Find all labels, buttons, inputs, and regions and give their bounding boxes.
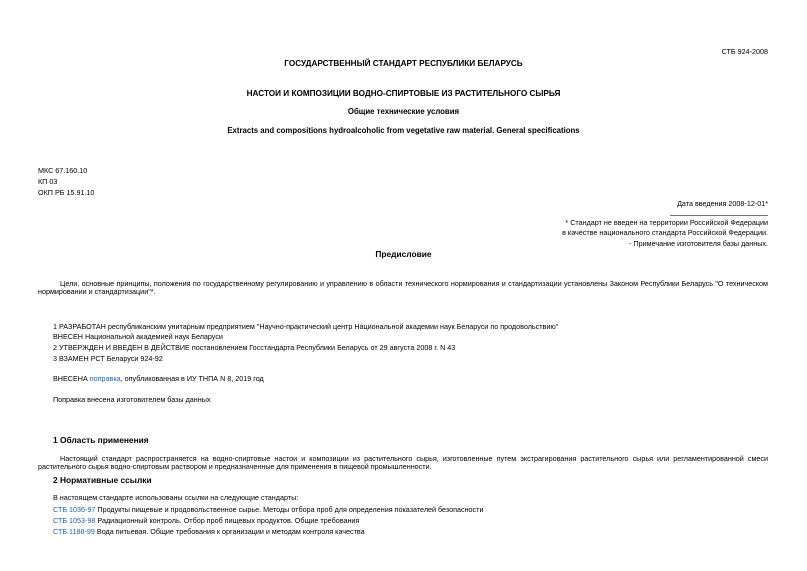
reference-item bbox=[53, 517, 359, 525]
amendment-link[interactable]: поправка bbox=[89, 374, 121, 383]
preface-item-3: 2 УТВЕРЖДЕН И ВВЕДЕН В ДЕЙСТВИЕ постановлением Госстандарта Республики Беларусь от 29 августа 2008 г. N 43 bbox=[53, 343, 456, 352]
section-2-heading: 2 Нормативные ссылки bbox=[53, 475, 152, 485]
reference-item bbox=[53, 506, 483, 514]
preface-item-1: 1 РАЗРАБОТАН республиканским унитарным предприятием "Научно-практический центр Национальной академии наук Беларуси по продовольствию" bbox=[53, 322, 559, 331]
introduction-date: Дата введения 2008-12-01* bbox=[677, 199, 768, 208]
document-title: НАСТОИ И КОМПОЗИЦИИ ВОДНО-СПИРТОВЫЕ ИЗ РАСТИТЕЛЬНОГО СЫРЬЯ bbox=[246, 89, 561, 98]
reference-item bbox=[53, 528, 365, 536]
classifier-okp: ОКП РБ 15.91.10 bbox=[38, 188, 95, 197]
amendment-prefix: ВНЕСЕНА bbox=[53, 374, 90, 383]
footnote-line-2: в качестве национального стандарта Российской Федерации. bbox=[562, 228, 768, 237]
section-1-text: Настоящий стандарт распространяется на водно-спиртовые настои и композиции из растительного сырья, изготовленные путем экстрагирования растительного сырья или регламентированной смеси растительного сырья водно-спиртовым раствором и предназначенные для применения в пищевой промышленности. bbox=[38, 454, 768, 472]
classifier-kp: КП 03 bbox=[38, 177, 58, 186]
document-code: СТБ 924-2008 bbox=[721, 47, 768, 56]
reference-title: Продукты пищевые и продовольственное сырье. Методы отбора проб для определения показателей безопасности bbox=[95, 505, 484, 514]
reference-link[interactable]: СТБ 1188-99 bbox=[53, 527, 95, 536]
amendment-line bbox=[53, 375, 264, 383]
reference-link[interactable]: СТБ 1036-97 bbox=[53, 505, 96, 514]
reference-link[interactable]: СТБ 1053-98 bbox=[53, 516, 96, 525]
preface-paragraph: Цели, основные принципы, положения по государственному регулированию и управлению в области технического нормирования и стандартизации установлены Законом Республики Беларусь "О техническом нормировании и стандартизации"*. bbox=[38, 279, 768, 297]
document-subtitle: Общие технические условия bbox=[347, 107, 460, 116]
amendment-suffix: , опубликованная в ИУ ТНПА N 8, 2019 год bbox=[120, 374, 264, 383]
document-title-english: Extracts and compositions hydroalcoholic from vegetative raw material. General specifications bbox=[227, 126, 580, 135]
classifier-mks: МКС 67.160.10 bbox=[38, 166, 88, 175]
section-1-heading: 1 Область применения bbox=[53, 435, 149, 445]
footnote-line-1: * Стандарт не введен на территории Российской Федерации bbox=[565, 218, 768, 227]
amendment-note: Поправка внесена изготовителем базы данных bbox=[53, 395, 211, 404]
standard-header: ГОСУДАРСТВЕННЫЙ СТАНДАРТ РЕСПУБЛИКИ БЕЛАРУСЬ bbox=[284, 59, 523, 68]
footnote-line-3: - Примечание изготовителя базы данных. bbox=[629, 239, 768, 248]
preface-item-4: 3 ВЗАМЕН РСТ Беларуси 924-92 bbox=[53, 354, 163, 363]
preface-item-2: ВНЕСЕН Национальной академией наук Беларуси bbox=[53, 332, 223, 341]
reference-title: Вода питьевая. Общие требования к организации и методам контроля качества bbox=[94, 527, 365, 536]
reference-title: Радиационный контроль. Отбор проб пищевых продуктов. Общие требования bbox=[95, 516, 360, 525]
section-2-intro: В настоящем стандарте использованы ссылки на следующие стандарты: bbox=[53, 493, 299, 502]
preface-heading: Предисловие bbox=[375, 249, 432, 259]
footnote-separator bbox=[670, 215, 768, 216]
